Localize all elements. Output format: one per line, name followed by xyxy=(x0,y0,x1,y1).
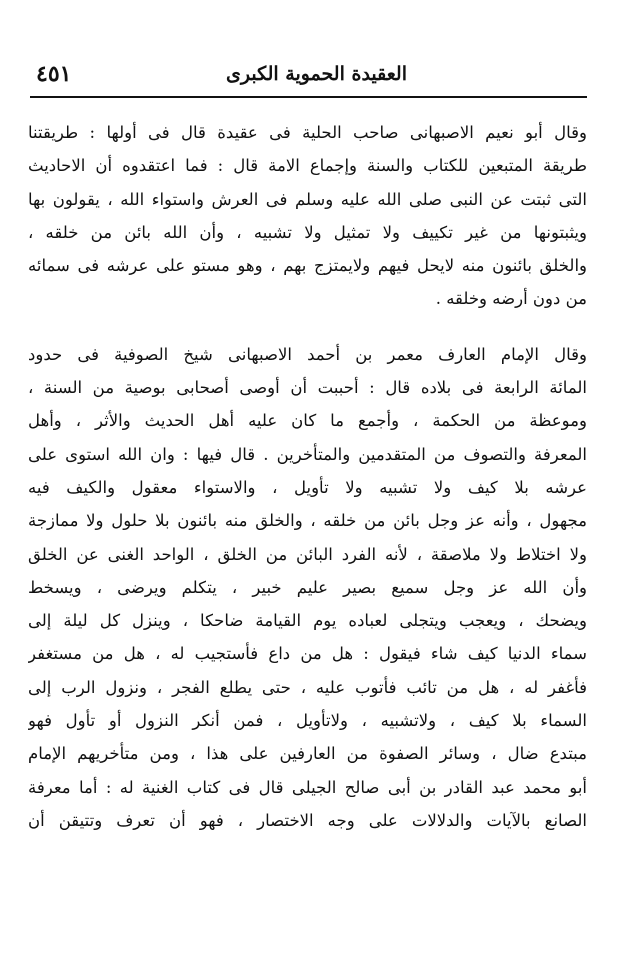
text-line: وأن الله عز وجل سميع بصير عليم خبير ، يتكلم ويرضى ، ويسخط xyxy=(28,577,587,597)
text-line: من دون أرضه وخلقه . xyxy=(435,289,587,309)
text-line: ويضحك ، ويعجب ويتجلى لعباده يوم القيامة ضاحكا ، وينزل كل ليلة إلى xyxy=(28,611,587,631)
text-line: فأغفر له ، هل من تائب فأتوب عليه ، حتى يطلع الفجر ، ونزول الرب إلى xyxy=(28,677,587,697)
running-title: العقيدة الحموية الكبرى xyxy=(226,63,407,85)
text-line: المائة الرابعة فى بلاده قال : أحببت أن أوصى أصحابى بوصية من السنة ، xyxy=(28,378,587,398)
text-line: السماء بلا كيف ، ولاتشبيه ، ولاتأويل ، فمن أنكر النزول أو تأول فهو xyxy=(28,711,587,731)
text-line: أبو محمد عبد القادر بن أبى صالح الجيلى قال فى كتاب الغنية له : أما معرفة xyxy=(28,777,587,797)
text-line: المعرفة والتصوف من المتقدمين والمتأخرين . قال فيها : وان الله استوى على xyxy=(28,444,587,464)
text-line: وموعظة من الحكمة ، وأجمع ما كان عليه أهل الحديث والأثر ، وأهل xyxy=(28,411,587,431)
text-line: مجهول ، وأنه عز وجل بائن من خلقه ، والخلق منه بائنون بلا حلول ولا ممازجة xyxy=(28,511,587,531)
page-number: ٤٥١ xyxy=(36,61,72,87)
text-line: ويثبتونها من غير تكييف ولا تمثيل ولا تشبيه ، وأن الله بائن من خلقه ، xyxy=(28,222,587,242)
text-line: والخلق بائنون منه لايحل فيهم ولايمتزج بهم ، وهو مستو على عرشه فى سمائه xyxy=(28,256,587,276)
text-line: وقال الإمام العارف معمر بن أحمد الاصبهانى شيخ الصوفية فى حدود xyxy=(28,344,587,364)
text-line: وقال أبو نعيم الاصبهانى صاحب الحلية فى عقيدة قال فى أولها : طريقتنا xyxy=(28,123,587,142)
paragraph-abu-nuaym xyxy=(28,116,587,316)
text-line: عرشه بلا كيف ولا تشبيه ولا تأويل ، والاستواء معقول والكيف فيه xyxy=(28,477,587,497)
text-line: ولا اختلاط ولا ملاصقة ، لأنه الفرد البائن من الخلق ، الواحد الغنى عن الخلق xyxy=(28,544,587,564)
text-line: الصانع بالآيات والدلالات على وجه الاختصار ، فهو أن تعرف وتتيقن أن xyxy=(28,810,587,830)
text-line: التى ثبتت عن النبى صلى الله عليه وسلم فى العرش واستواء الله ، يقولون بها xyxy=(28,189,587,209)
text-line: سماء الدنيا كيف شاء فيقول : هل من داع فأستجيب له ، هل من مستغفر xyxy=(28,644,587,664)
header-rule xyxy=(30,96,587,98)
running-head xyxy=(36,54,579,94)
text-line: طريقة المتبعين للكتاب والسنة وإجماع الامة قال : فما اعتقدوه أن الاحاديث xyxy=(28,156,587,176)
paragraph-mamar xyxy=(28,338,587,837)
text-line: مبتدع ضال ، وسائر الصفوة من العارفين على هذا ، ومن متأخريهم الإمام xyxy=(28,744,587,764)
body-text xyxy=(28,116,587,837)
